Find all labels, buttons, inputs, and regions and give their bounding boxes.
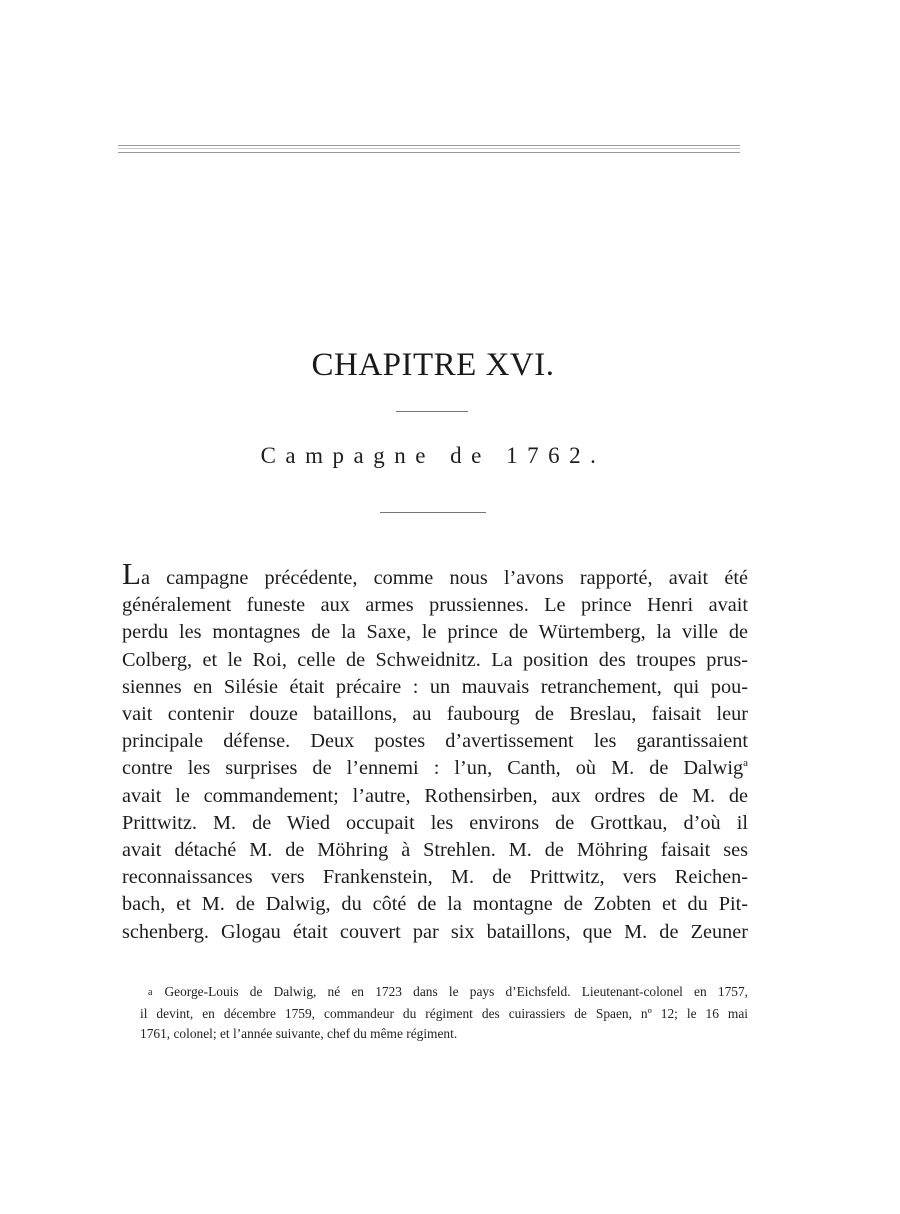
body-line: avait le commandement; l’autre, Rothensirben, aux ordres de M. de <box>122 784 748 807</box>
body-line: perdu les montagnes de la Saxe, le prince de Würtemberg, la ville de <box>122 621 748 644</box>
body-line: siennes en Silésie était précaire : un mauvais retranchement, qui pou- <box>122 675 748 698</box>
body-paragraph <box>122 556 748 946</box>
body-line: bach, et M. de Dalwig, du côté de la montagne de Zobten et du Pit- <box>122 893 748 916</box>
footnote-mark: a <box>148 987 153 998</box>
chapter-title: CHAPITRE XVI. <box>311 347 555 383</box>
footnote-line: 1761, colonel; et l’année suivante, chef du même régiment. <box>140 1026 458 1041</box>
subtitle-divider <box>380 512 486 513</box>
body-line: contre les surprises de l’ennemi : l’un, Canth, où M. de Dalwig$^a$ <box>122 757 748 780</box>
body-line: La campagne précédente, comme nous l’avons rapporté, avait été <box>122 556 748 591</box>
body-line: avait détaché M. de Möhring à Strehlen. M. de Möhring faisait ses <box>122 839 748 862</box>
body-line: principale défense. Deux postes d’avertissement les garantissaient <box>122 730 748 753</box>
body-line: schenberg. Glogau était couvert par six bataillons, que M. de Zeuner <box>122 920 748 943</box>
body-line: Prittwitz. M. de Wied occupait les environs de Grottkau, d’où il <box>122 811 748 834</box>
footnote <box>140 982 748 1045</box>
body-line: vait contenir douze bataillons, au faubourg de Breslau, faisait leur <box>122 703 748 726</box>
drop-cap: L <box>122 556 141 591</box>
body-line: reconnaissances vers Frankenstein, M. de Prittwitz, vers Reichen- <box>122 866 748 889</box>
chapter-subtitle: Campagne de 1762. <box>260 443 606 468</box>
header-double-rule <box>118 145 740 153</box>
title-divider <box>396 411 468 412</box>
footnote-line: a George-Louis de Dalwig, né en 1723 dans le pays d’Eichsfeld. Lieutenant-colonel en 1757, <box>148 984 748 999</box>
body-line: généralement funeste aux armes prussiennes. Le prince Henri avait <box>122 594 748 617</box>
body-line: Colberg, et le Roi, celle de Schweidnitz. La position des troupes prus- <box>122 648 748 671</box>
footnote-reference[interactable]: a <box>743 757 748 770</box>
footnote-line: il devint, en décembre 1759, commandeur du régiment des cuirassiers de Spaen, nº 12; le 16 mai <box>140 1005 748 1021</box>
